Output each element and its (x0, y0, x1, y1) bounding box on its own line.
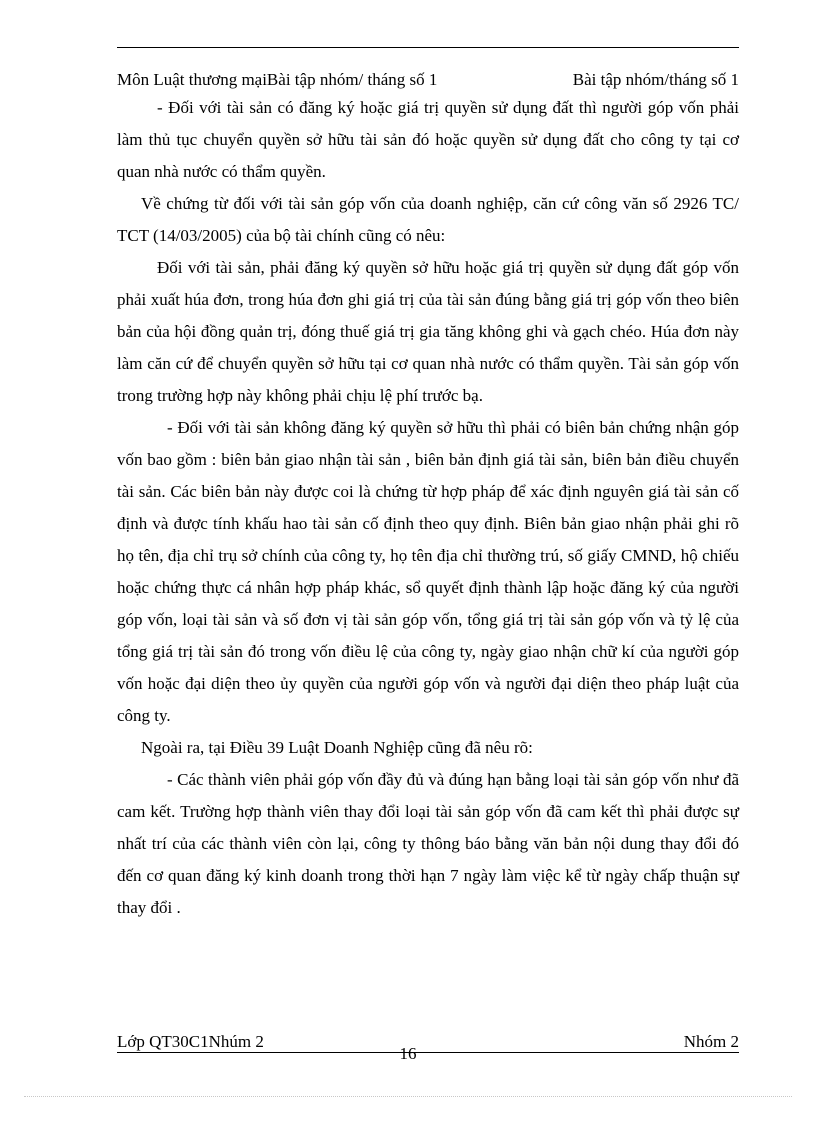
header-rule (117, 47, 739, 48)
paragraph-5: Ngoài ra, tại Điều 39 Luật Doanh Nghiệp cũng đã nêu rõ: (141, 738, 533, 757)
paragraph-6: - Các thành viên phải góp vốn đầy đủ và đúng hạn bằng loại tài sản góp vốn như đã cam kết. Trường hợp thành viên thay đổi loại tài sản góp vốn đã cam kết thì phải được sự nhất trí của các thành viên còn lại, công ty thông báo bằng văn bản nội dung thay đổi đó đến cơ quan đăng ký kinh doanh trong thời hạn 7 ngày làm việc kể từ ngày chấp thuận sự thay đổi . (117, 770, 739, 917)
paragraph-4: - Đối với tài sản không đăng ký quyền sở hữu thì phải có biên bản chứng nhận góp vốn bao gồm : biên bản giao nhận tài sản , biên bản định giá tài sản, biên bản điều chuyển tài sản. Các biên bản này được coi là chứng từ hợp pháp để xác định nguyên giá tài sản cố định và được tính khấu hao tài sản cố định theo quy định. Biên bản giao nhận phải ghi rõ họ tên, địa chỉ trụ sở chính của công ty, họ tên địa chỉ thường trú, số giấy CMND, hộ chiếu hoặc chứng thực cá nhân hợp pháp khác, sổ quyết định thành lập hoặc đăng ký của người góp vốn, loại tài sản và số đơn vị tài sản góp vốn, tổng giá trị tài sản góp vốn và tỷ lệ của tổng giá trị tài sản đó trong vốn điều lệ của công ty, ngày giao nhận chữ kí của người góp vốn hoặc đại diện theo ủy quyền của người góp vốn và người đại diện theo pháp luật của công ty. (117, 418, 739, 725)
page-header (117, 67, 739, 93)
footer-left-text: Lớp QT30C1Nhúm 2 (117, 1032, 264, 1051)
page-number: 16 (399, 1044, 417, 1063)
paragraph-1: - Đối với tài sản có đăng ký hoặc giá trị quyền sử dụng đất thì người góp vốn phải làm thủ tục chuyển quyền sở hữu tài sản đó hoặc quyền sử dụng đất cho công ty tại cơ quan nhà nước có thẩm quyền. (117, 98, 739, 181)
paragraph-3: Đối với tài sản, phải đăng ký quyền sở hữu hoặc giá trị quyền sử dụng đất góp vốn phải xuất húa đơn, trong húa đơn ghi giá trị của tài sản đúng bằng giá trị góp vốn theo biên bản của hội đồng quản trị, đóng thuế giá trị gia tăng không ghi và gạch chéo. Húa đơn này làm căn cứ để chuyển quyền sở hữu tại cơ quan nhà nước có thẩm quyền. Tài sản góp vốn trong trường hợp này không phải chịu lệ phí trước bạ. (117, 258, 739, 405)
footer-right-text: Nhóm 2 (683, 1032, 739, 1051)
paragraph-2: Về chứng từ đối với tài sản góp vốn của doanh nghiệp, căn cứ công văn số 2926 TC/ TCT (14/03/2005) của bộ tài chính cũng có nêu: (117, 194, 739, 245)
header-left-text: Môn Luật thương mạiBài tập nhóm/ tháng số 1 (117, 70, 438, 89)
header-right-text: Bài tập nhóm/tháng số 1 (572, 70, 739, 89)
page-bottom-divider (24, 1096, 792, 1097)
document-body (117, 92, 739, 924)
